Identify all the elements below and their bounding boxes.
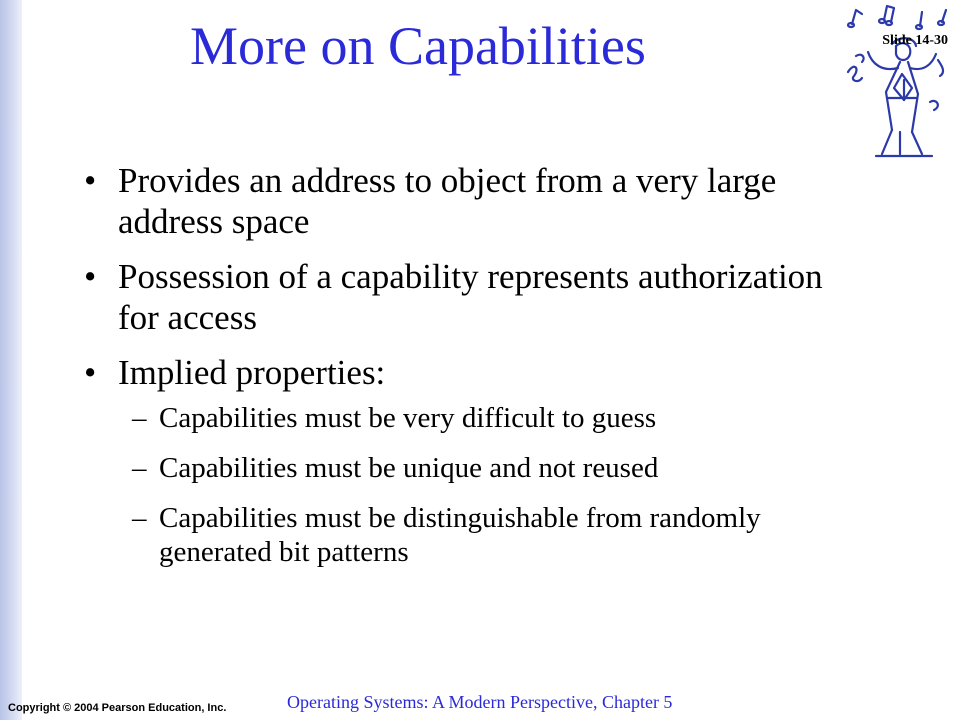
bullet-text: Possession of a capability represents authorization for access [118,257,823,337]
left-gradient-bar [0,0,22,720]
footer-copyright: Copyright © 2004 Pearson Education, Inc. [8,702,227,714]
sub-bullet-text: Capabilities must be distinguishable from randomly generated bit patterns [159,502,761,568]
bullet-text: Implied properties: [118,353,386,392]
bullet-item [80,352,840,393]
bullet-marker: • [84,353,97,392]
sub-bullet-text: Capabilities must be very difficult to guess [159,402,657,434]
bullet-marker: • [84,257,97,296]
bullet-item [80,256,840,338]
sub-bullet-marker: – [132,452,147,484]
sub-bullet-item [80,451,840,485]
sub-bullet-item [80,401,840,435]
sub-bullet-marker: – [132,402,147,434]
bullet-text: Provides an address to object from a very large address space [118,161,777,241]
sub-bullet-marker: – [132,502,147,534]
bullet-marker: • [84,161,97,200]
slide-number: Slide 14-30 [882,33,948,48]
footer-course-title: Operating Systems: A Modern Perspective, Chapter 5 [287,692,673,712]
sub-bullet-item [80,501,840,569]
bullet-list [80,160,840,585]
juggler-sketch-logo-icon [842,2,952,162]
sub-bullet-text: Capabilities must be unique and not reused [159,452,659,484]
bullet-item [80,160,840,242]
slide-title: More on Capabilities [190,16,646,76]
